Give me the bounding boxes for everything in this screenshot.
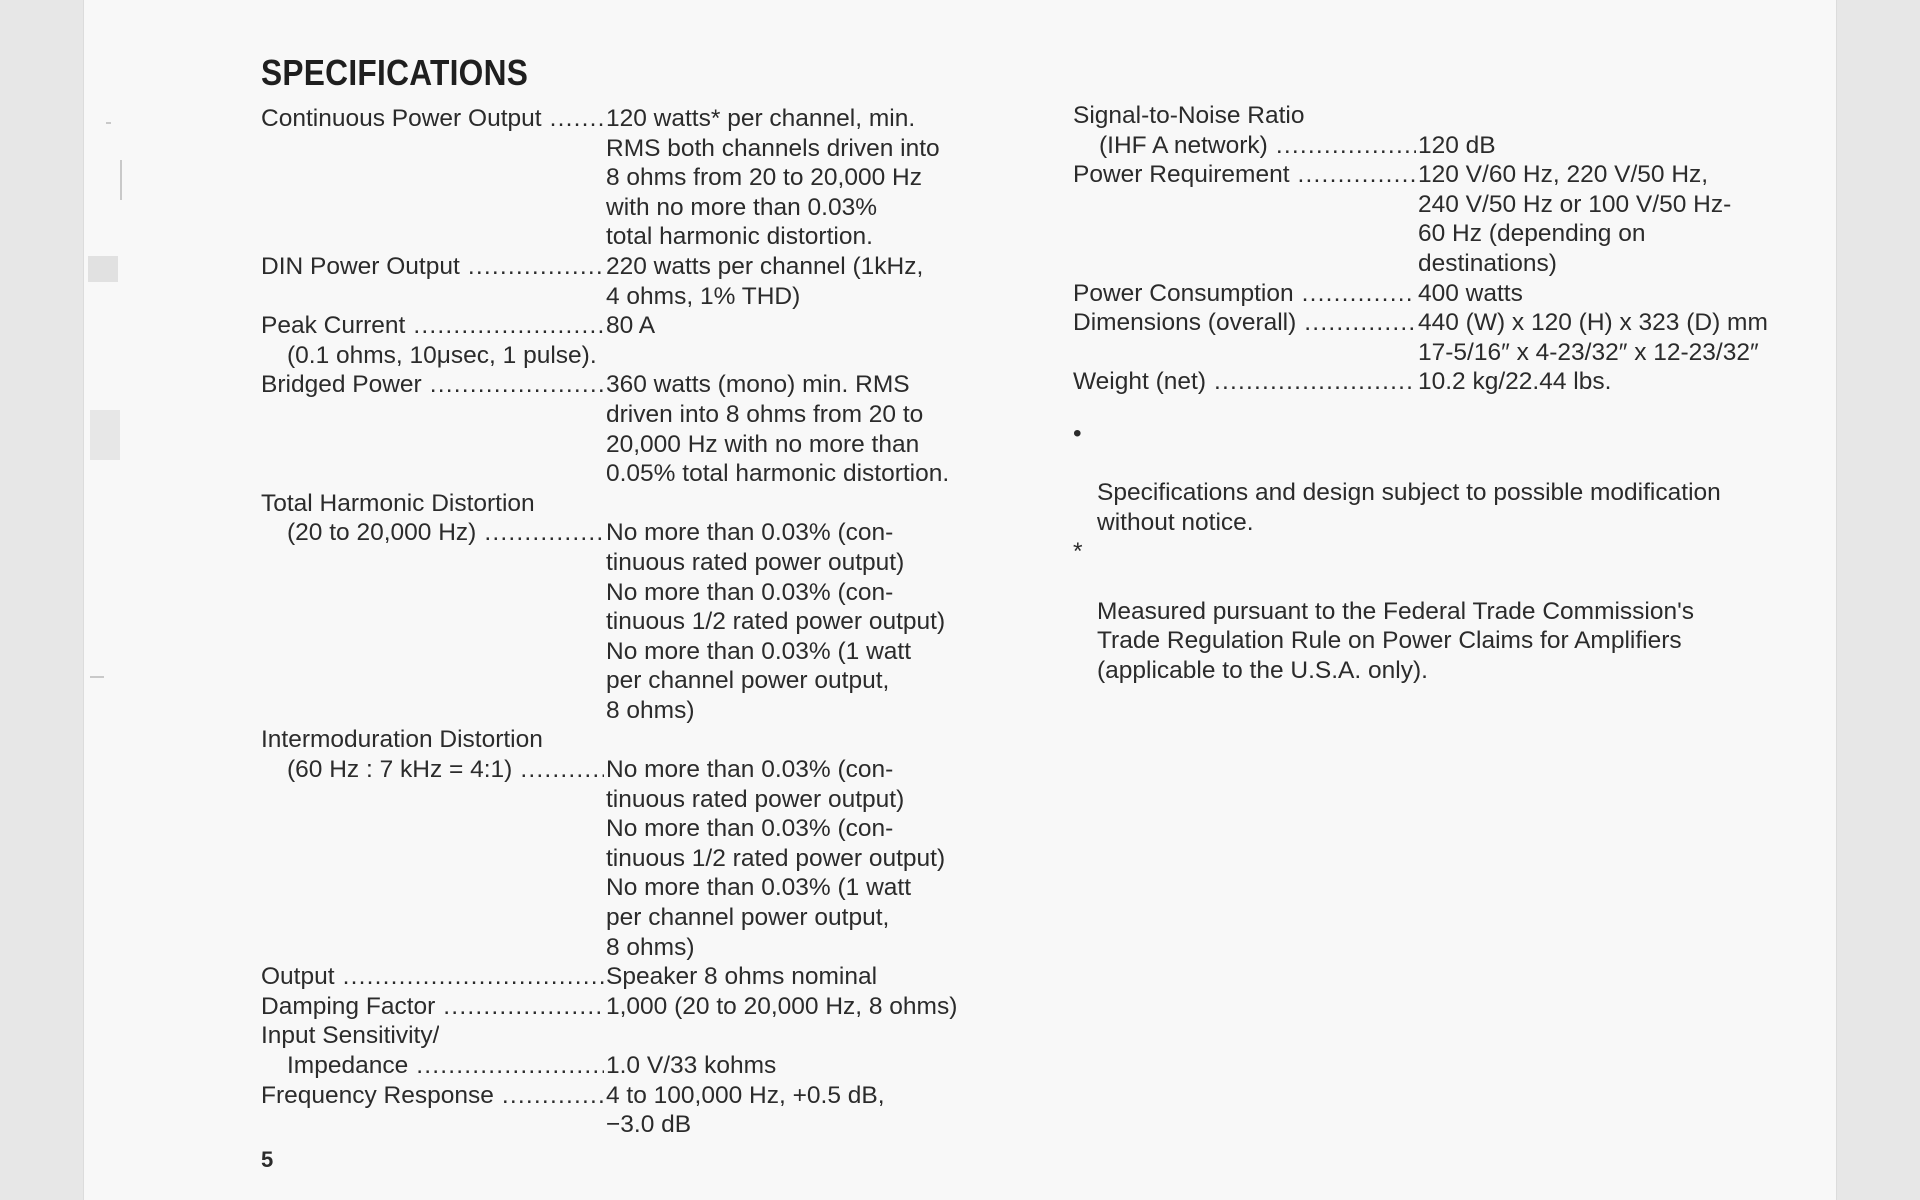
scan-speck [120,160,122,200]
spec-value: 80 A [606,312,656,340]
spec-notes [1073,419,1813,685]
spec-value: 400 watts [1418,279,1523,307]
manual-page [83,0,1837,1200]
spec-value: 120 watts* per channel, min. RMS both channels driven into 8 ohms from 20 to 20,000 Hz with no more than 0.03% total harmonic distortion. [606,105,940,251]
spec-row-peak-current [261,311,996,341]
spec-label: (60 Hz : 7 kHz = 4:1) ..... [261,755,604,785]
spec-label: Impedance ..... [261,1051,604,1081]
spec-label: (IHF A network) ..... [1073,131,1416,161]
spec-label: Damping Factor ..... [261,992,604,1022]
note-item [1073,537,1813,685]
asterisk-icon: * [1073,538,1083,566]
spec-value: Speaker 8 ohms nominal [606,963,878,991]
spec-value: 360 watts (mono) min. RMS driven into 8 ohms from 20 to 20,000 Hz with no more than 0.05% total harmonic distortion. [606,371,950,488]
spec-row-damping-factor [261,992,996,1022]
spec-row-output [261,962,996,992]
bullet-icon: • [1073,419,1082,447]
spec-row-frequency-response [261,1081,996,1140]
spec-row-power-requirement [1073,160,1813,278]
spec-value: 120 dB [1418,131,1496,159]
spec-row-snr [1073,131,1813,161]
spec-heading-input-sensitivity [261,1021,996,1051]
spec-heading: Input Sensitivity/ [261,1022,440,1050]
note-item [1073,419,1813,537]
spec-heading: Signal-to-Noise Ratio [1073,102,1305,129]
spec-heading-snr [1073,101,1813,131]
spec-row-thd [261,518,996,725]
spec-label: Power Consumption ..... [1073,279,1416,309]
page-number: 5 [261,1147,274,1172]
spec-value: 220 watts per channel (1kHz, 4 ohms, 1% THD) [606,252,924,310]
spec-row-power-consumption [1073,279,1813,309]
spec-value: 1,000 (20 to 20,000 Hz, 8 ohms) [606,992,958,1020]
spec-label: Bridged Power ..... [261,370,604,400]
spec-label: Frequency Response ..... [261,1081,604,1111]
spec-row-dimensions [1073,308,1813,367]
scan-speck [88,256,118,282]
page-title: SPECIFICATIONS [261,52,529,93]
spec-label: Weight (net) ..... [1073,367,1416,397]
note-text: Specifications and design subject to possible modification without notice. [1097,479,1721,536]
note-text: Measured pursuant to the Federal Trade Commission's Trade Regulation Rule on Power Claims for Amplifiers (applicable to the U.S.A. only). [1097,597,1695,684]
spec-value: No more than 0.03% (con- tinuous rated power output) No more than 0.03% (con- tinuous 1/2 rated power output) No more than 0.03% (1 watt per channel power output, 8 ohms) [606,519,946,724]
spec-label: Continuous Power Output ..... [261,104,604,134]
scan-speck [90,410,120,460]
spec-row-weight [1073,367,1813,397]
spec-label: Power Requirement ..... [1073,160,1416,190]
scan-speck [106,122,111,124]
spec-value: 120 V/60 Hz, 220 V/50 Hz, 240 V/50 Hz or 100 V/50 Hz- 60 Hz (depending on destinations) [1418,161,1732,277]
spec-column-left [261,104,996,1140]
spec-value: 10.2 kg/22.44 lbs. [1418,368,1612,396]
spec-label: Dimensions (overall) ..... [1073,308,1416,338]
spec-heading: Intermoduration Distortion [261,726,543,754]
spec-column-right [1073,101,1813,685]
spec-value: No more than 0.03% (con- tinuous rated power output) No more than 0.03% (con- tinuous 1/2 rated power output) No more than 0.03% (1 watt per channel power output, 8 ohms) [606,756,946,961]
spec-label: (20 to 20,000 Hz) ..... [261,518,604,548]
spec-note-peak-current: (0.1 ohms, 10μsec, 1 pulse). [287,341,597,369]
spec-value: 440 (W) x 120 (H) x 323 (D) mm 17-5/16″ x 4-23/32″ x 12-23/32″ [1418,309,1768,366]
spec-heading-imd [261,725,996,755]
spec-heading-thd [261,489,996,519]
spec-value: 4 to 100,000 Hz, +0.5 dB, −3.0 dB [606,1081,885,1139]
spec-row-bridged-power [261,370,996,488]
spec-row-continuous-power [261,104,996,252]
spec-label: Peak Current ..... [261,311,604,341]
scan-speck [90,676,104,678]
spec-value: 1.0 V/33 kohms [606,1052,777,1079]
spec-label: DIN Power Output ..... [261,252,604,282]
spec-row-impedance [261,1051,996,1081]
spec-row-din-power [261,252,996,311]
spec-row-imd [261,755,996,962]
spec-heading: Total Harmonic Distortion [261,489,535,517]
spec-label: Output ..... [261,962,604,992]
